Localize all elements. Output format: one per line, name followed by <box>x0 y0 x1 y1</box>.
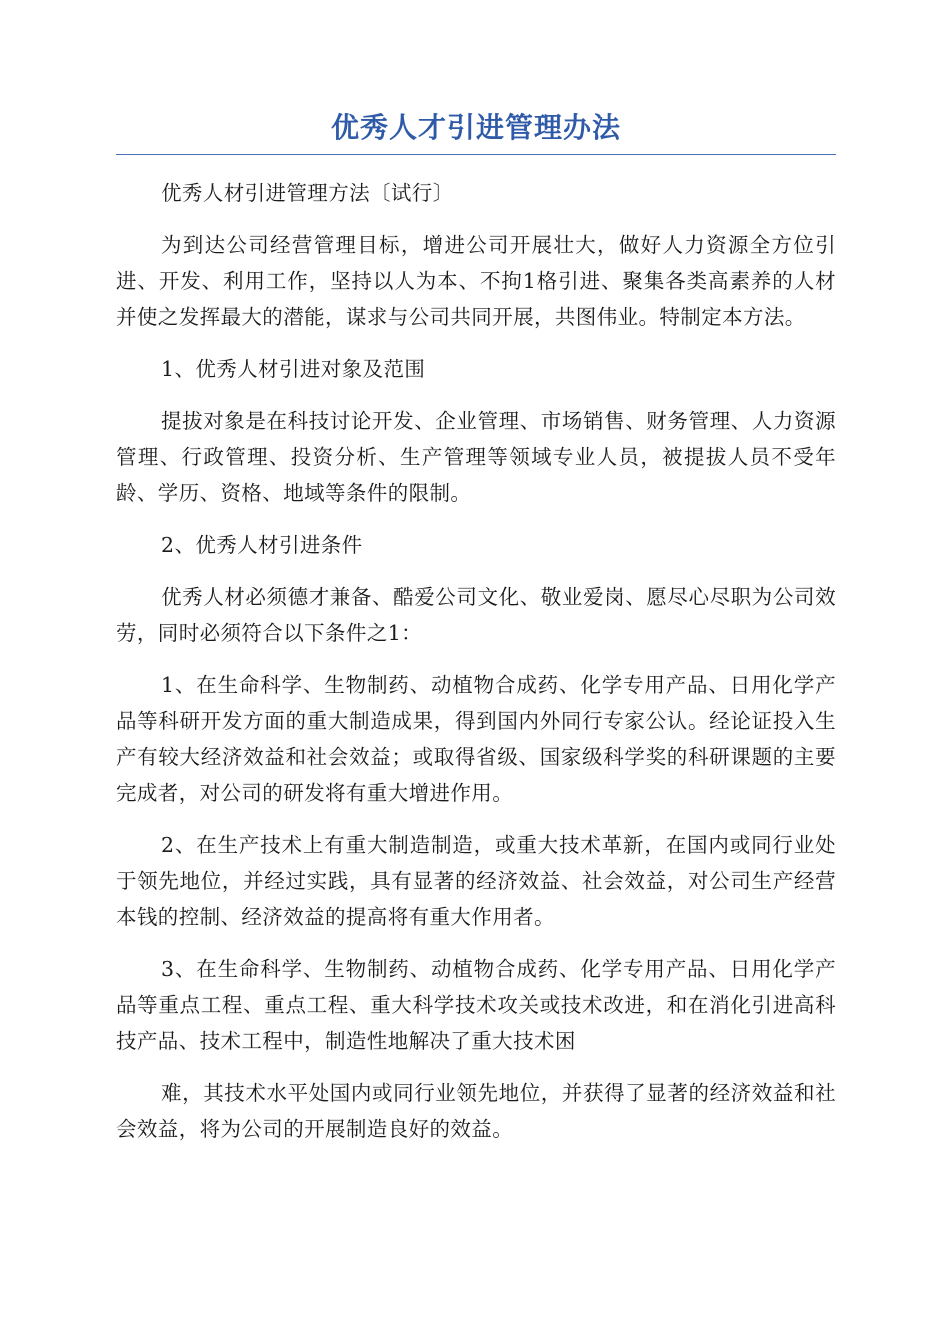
section-heading-2: 2、优秀人材引进条件 <box>161 533 363 557</box>
intro-paragraph: 为到达公司经营管理目标，增进公司开展壮大，做好人力资源全方位引进、开发、利用工作，坚持以人为本、不拘1格引进、聚集各类高素养的人材并使之发挥最大的潜能，谋求与公司共同开展，共图伟业。特制定本方法。 <box>116 233 836 329</box>
section-heading-1: 1、优秀人材引进对象及范围 <box>161 357 426 381</box>
document-page <box>116 108 836 1163</box>
title-underline <box>116 154 836 155</box>
section-2-paragraph: 优秀人材必须德才兼备、酷爱公司文化、敬业爱岗、愿尽心尽职为公司效劳，同时必须符合以下条件之1： <box>116 585 836 645</box>
condition-3-paragraph: 3、在生命科学、生物制药、动植物合成药、化学专用产品、日用化学产品等重点工程、重点工程、重大科学技术攻关或技术改进，和在消化引进高科技产品、技术工程中，制造性地解决了重大技术困 <box>116 957 836 1053</box>
section-1-paragraph: 提拔对象是在科技讨论开发、企业管理、市场销售、财务管理、人力资源管理、行政管理、投资分析、生产管理等领域专业人员，被提拔人员不受年龄、学历、资格、地域等条件的限制。 <box>116 409 836 505</box>
subtitle-paragraph: 优秀人材引进管理方法〔试行〕 <box>161 181 454 205</box>
condition-1-paragraph: 1、在生命科学、生物制药、动植物合成药、化学专用产品、日用化学产品等科研开发方面的重大制造成果，得到国内外同行专家公认。经论证投入生产有较大经济效益和社会效益；或取得省级、国家级科学奖的科研课题的主要完成者，对公司的研发将有重大增进作用。 <box>116 673 836 805</box>
condition-2-paragraph: 2、在生产技术上有重大制造制造，或重大技术革新，在国内或同行业处于领先地位，并经过实践，具有显著的经济效益、社会效益，对公司生产经营本钱的控制、经济效益的提高将有重大作用者。 <box>116 833 836 929</box>
condition-3-continuation: 难，其技术水平处国内或同行业领先地位，并获得了显著的经济效益和社会效益，将为公司的开展制造良好的效益。 <box>116 1081 836 1141</box>
document-title: 优秀人才引进管理办法 <box>330 111 621 144</box>
